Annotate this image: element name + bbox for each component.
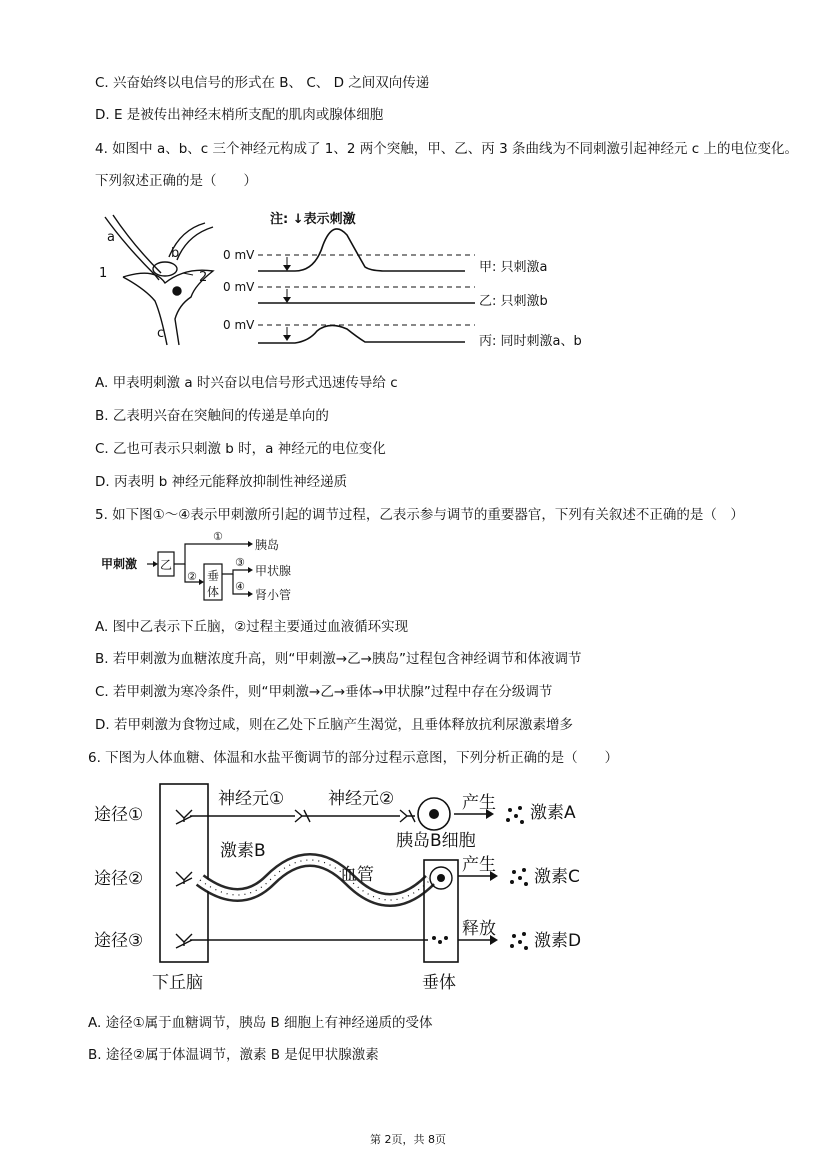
q6-option-b: B. 途径②属于体温调节，激素 B 是促甲状腺激素 xyxy=(88,1047,379,1063)
hypothalamus-label: 下丘脑 xyxy=(152,973,203,993)
organ-yi-label: 乙 xyxy=(160,558,173,572)
q4-option-a: A. 甲表明刺激 a 时兴奋以电信号形式迅速传导给 c xyxy=(95,375,398,391)
q4-stem-line2: 下列叙述正确的是（ ） xyxy=(95,173,257,189)
q5-target-4-label: 肾小管 xyxy=(255,588,292,602)
path-3-label: 途径③ xyxy=(94,931,144,951)
zero-mv-label-1: 0 mV xyxy=(223,248,255,262)
q5-option-c: C. 若甲刺激为寒冷条件，则“甲刺激→乙→垂体→甲状腺”过程中存在分级调节 xyxy=(95,684,553,700)
pituitary-char-1: 垂 xyxy=(207,569,220,583)
curve-bing-label: 丙: 同时刺激a、b xyxy=(479,334,582,349)
q3-option-c: C. 兴奋始终以电信号的形式在 B、 C、 D 之间双向传递 xyxy=(95,75,430,91)
q5-arrow-2-label: ② xyxy=(187,570,197,583)
q4-option-c: C. 乙也可表示只刺激 b 时，a 神经元的电位变化 xyxy=(95,441,386,457)
produce-2-label: 产生 xyxy=(462,855,496,875)
zero-mv-label-2: 0 mV xyxy=(223,280,255,294)
hormone-c-label: 激素C xyxy=(534,867,580,887)
pituitary-char-2: 体 xyxy=(207,585,220,599)
q4-option-d: D. 丙表明 b 神经元能释放抑制性神经递质 xyxy=(95,474,348,490)
path-1-label: 途径① xyxy=(94,805,144,825)
curve-yi-label: 乙: 只刺激b xyxy=(479,294,548,309)
zero-mv-label-3: 0 mV xyxy=(223,318,255,332)
neuron-a-label: a xyxy=(107,230,115,245)
q5-option-d: D. 若甲刺激为食物过咸，则在乙处下丘脑产生渴觉，且垂体释放抗利尿激素增多 xyxy=(95,717,573,733)
release-label: 释放 xyxy=(462,919,496,939)
hormone-d-label: 激素D xyxy=(534,931,582,951)
neuron-b-label: b xyxy=(171,246,180,261)
synapse-1-label: 1 xyxy=(99,266,108,281)
hormone-a-label: 激素A xyxy=(530,803,576,823)
hormone-b-label: 激素B xyxy=(220,841,266,861)
q5-figure xyxy=(95,530,325,610)
pituitary-label-q6: 垂体 xyxy=(422,973,456,993)
q6-option-a: A. 途径①属于血糖调节，胰岛 B 细胞上有神经递质的受体 xyxy=(88,1015,433,1031)
q4-stem-line1: 4. 如图中 a、b、c 三个神经元构成了 1、2 两个突触，甲、乙、丙 3 条曲线为不同刺激引起神经元 c 上的电位变化。 xyxy=(95,141,798,157)
q5-stem: 5. 如下图①～④表示甲刺激所引起的调节过程，乙表示参与调节的重要器官，下列有关叙述不正确的是（ ） xyxy=(95,507,744,523)
q5-arrow-4-label: ④ xyxy=(235,580,245,593)
q6-stem: 6. 下图为人体血糖、体温和水盐平衡调节的部分过程示意图，下列分析正确的是（ ） xyxy=(88,750,619,766)
q6-figure xyxy=(90,780,610,1000)
produce-1-label: 产生 xyxy=(462,793,496,813)
curve-jia-label: 甲: 只刺激a xyxy=(479,260,548,275)
page-footer: 第 2页，共 8页 xyxy=(370,1133,446,1146)
path-2-label: 途径② xyxy=(94,869,144,889)
q5-option-b: B. 若甲刺激为血糖浓度升高，则“甲刺激→乙→胰岛”过程包含神经调节和体液调节 xyxy=(95,651,582,667)
q4-figure xyxy=(95,205,615,355)
q5-target-1-label: 胰岛 xyxy=(255,538,280,552)
neuron-2-label: 神经元② xyxy=(328,789,395,809)
synapse-2-label: 2 xyxy=(199,270,208,285)
q5-target-3-label: 甲状腺 xyxy=(255,564,292,578)
q5-arrow-1-label: ① xyxy=(213,530,223,543)
curve-bing xyxy=(258,325,465,343)
curve-jia xyxy=(258,229,465,271)
q5-option-a: A. 图中乙表示下丘脑，②过程主要通过血液循环实现 xyxy=(95,619,409,635)
neuron-1-label: 神经元① xyxy=(218,789,285,809)
q4-option-b: B. 乙表明兴奋在突触间的传递是单向的 xyxy=(95,408,329,424)
stimulus-note: 注: ↓表示刺激 xyxy=(270,212,356,227)
q5-arrow-3-label: ③ xyxy=(235,556,245,569)
islet-b-label: 胰岛B细胞 xyxy=(396,831,476,851)
hypothalamus-box xyxy=(160,784,208,962)
neuron-c-label: c xyxy=(157,326,165,341)
q5-stimulus-label: 甲刺激 xyxy=(101,557,138,571)
q3-option-d: D. E 是被传出神经末梢所支配的肌肉或腺体细胞 xyxy=(95,107,384,123)
vessel-label: 血管 xyxy=(340,865,374,885)
hypothalamus-neurons xyxy=(176,810,192,948)
